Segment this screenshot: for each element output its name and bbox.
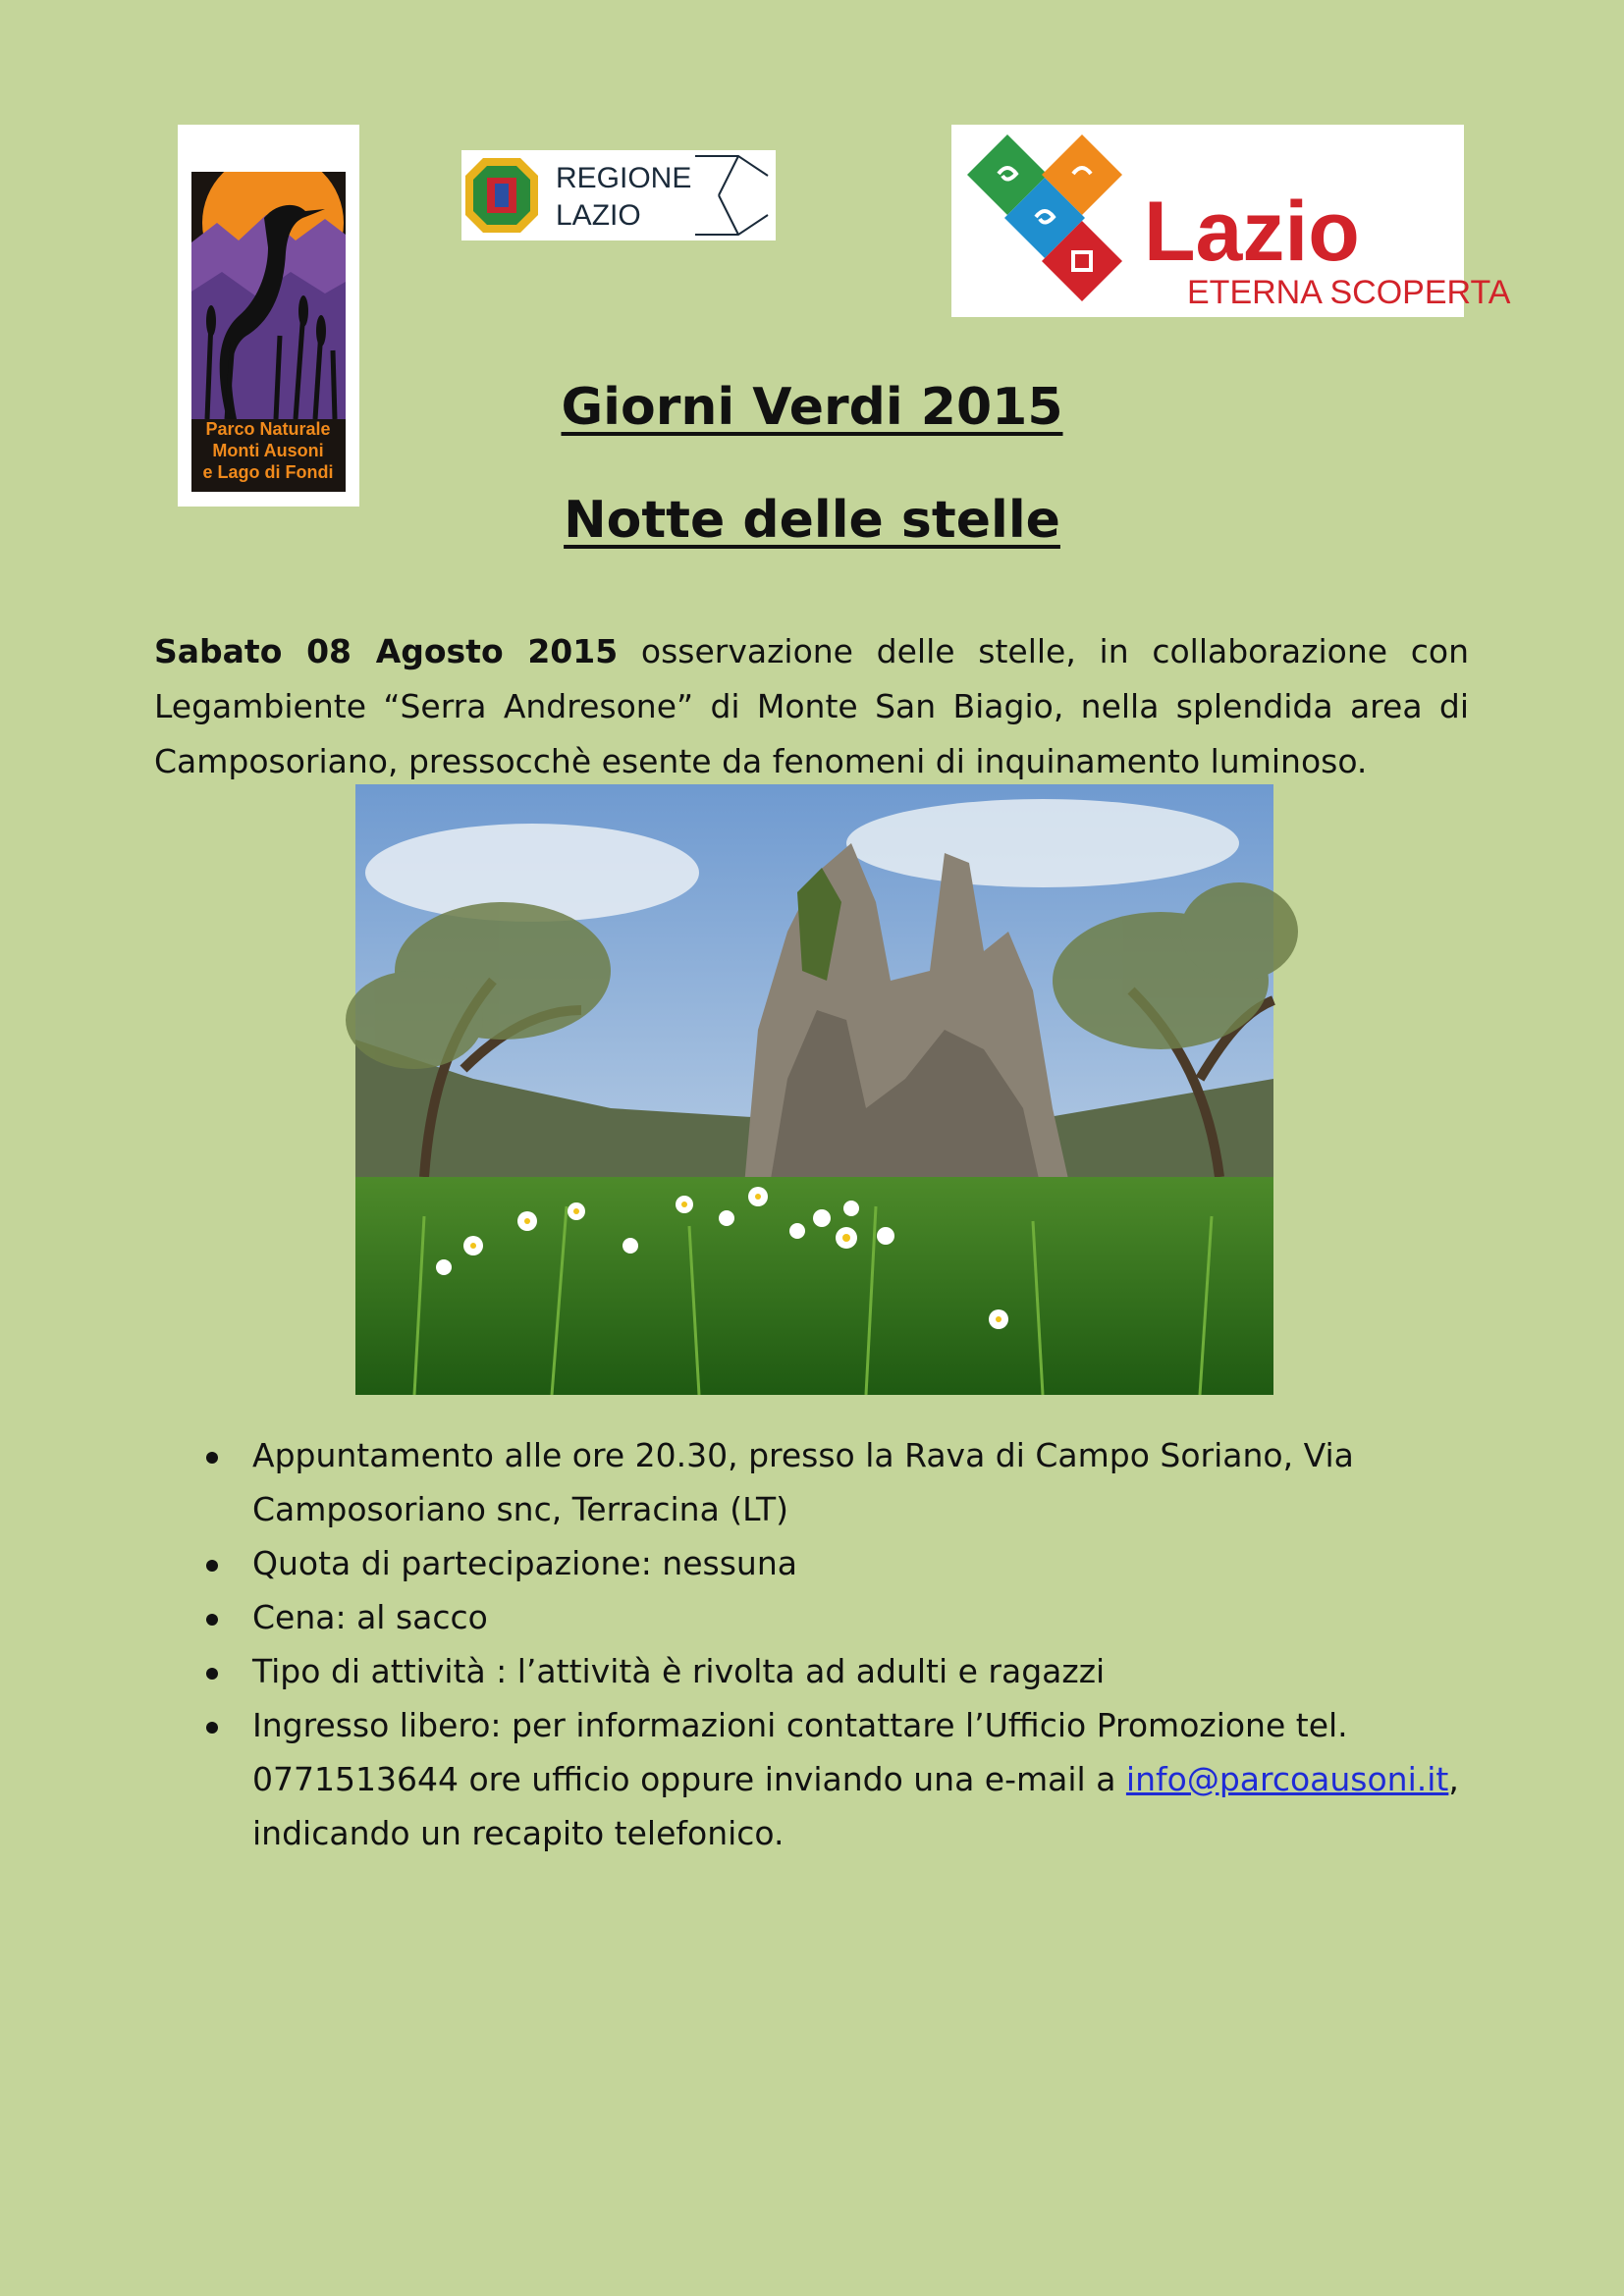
camposoriano-photo (355, 784, 1273, 1395)
lazio-wordmark: Lazio (1144, 185, 1360, 279)
contact-email-link[interactable]: info@parcoausoni.it (1125, 1760, 1449, 1798)
detail-meeting-point: Appuntamento alle ore 20.30, presso la Rava di Campo Soriano, Via Camposoriano snc, Terracina (LT) (206, 1428, 1483, 1536)
detail-dinner: Cena: al sacco (206, 1590, 1483, 1644)
parco-logo-line2: Monti Ausoni (212, 441, 324, 460)
parco-logo-line1: Parco Naturale (205, 419, 331, 439)
lazio-tagline: ETERNA SCOPERTA (1187, 274, 1511, 311)
event-date: Sabato 08 Agosto 2015 (154, 632, 619, 670)
detail-activity-type: Tipo di attività : l’attività è rivolta ad adulti e ragazzi (206, 1644, 1483, 1698)
contact-text-end: , indicando un recapito telefonico. (252, 1760, 1459, 1852)
page-subtitle: Notte delle stelle (564, 491, 1060, 550)
detail-contact (206, 1698, 1483, 1860)
parco-logo-line3: e Lago di Fondi (202, 462, 334, 482)
regione-line1: REGIONE (556, 162, 692, 194)
regione-crest-icon (465, 158, 538, 233)
intro-text: osservazione delle stelle, in collaborazione con Legambiente “Serra Andresone” di Monte San Biagio, nella splendida area di Camposoriano, pressocchè esente da fenomeni di inquinamento luminoso. (154, 632, 1469, 780)
contact-text: Ingresso libero: per informazioni contattare l’Ufficio Promozione tel. 0771513644 ore ufficio oppure inviando una e-mail a (252, 1706, 1348, 1798)
event-details-list (206, 1428, 1483, 1860)
page-title: Giorni Verdi 2015 (561, 378, 1063, 437)
lazio-eterna-scoperta-logo (951, 125, 1511, 317)
detail-fee: Quota di partecipazione: nessuna (206, 1536, 1483, 1590)
parco-ausoni-logo (178, 125, 359, 507)
regione-lazio-logo (461, 150, 776, 240)
intro-paragraph (154, 624, 1469, 789)
heron-icon (178, 125, 359, 507)
regione-line2: LAZIO (556, 199, 641, 232)
